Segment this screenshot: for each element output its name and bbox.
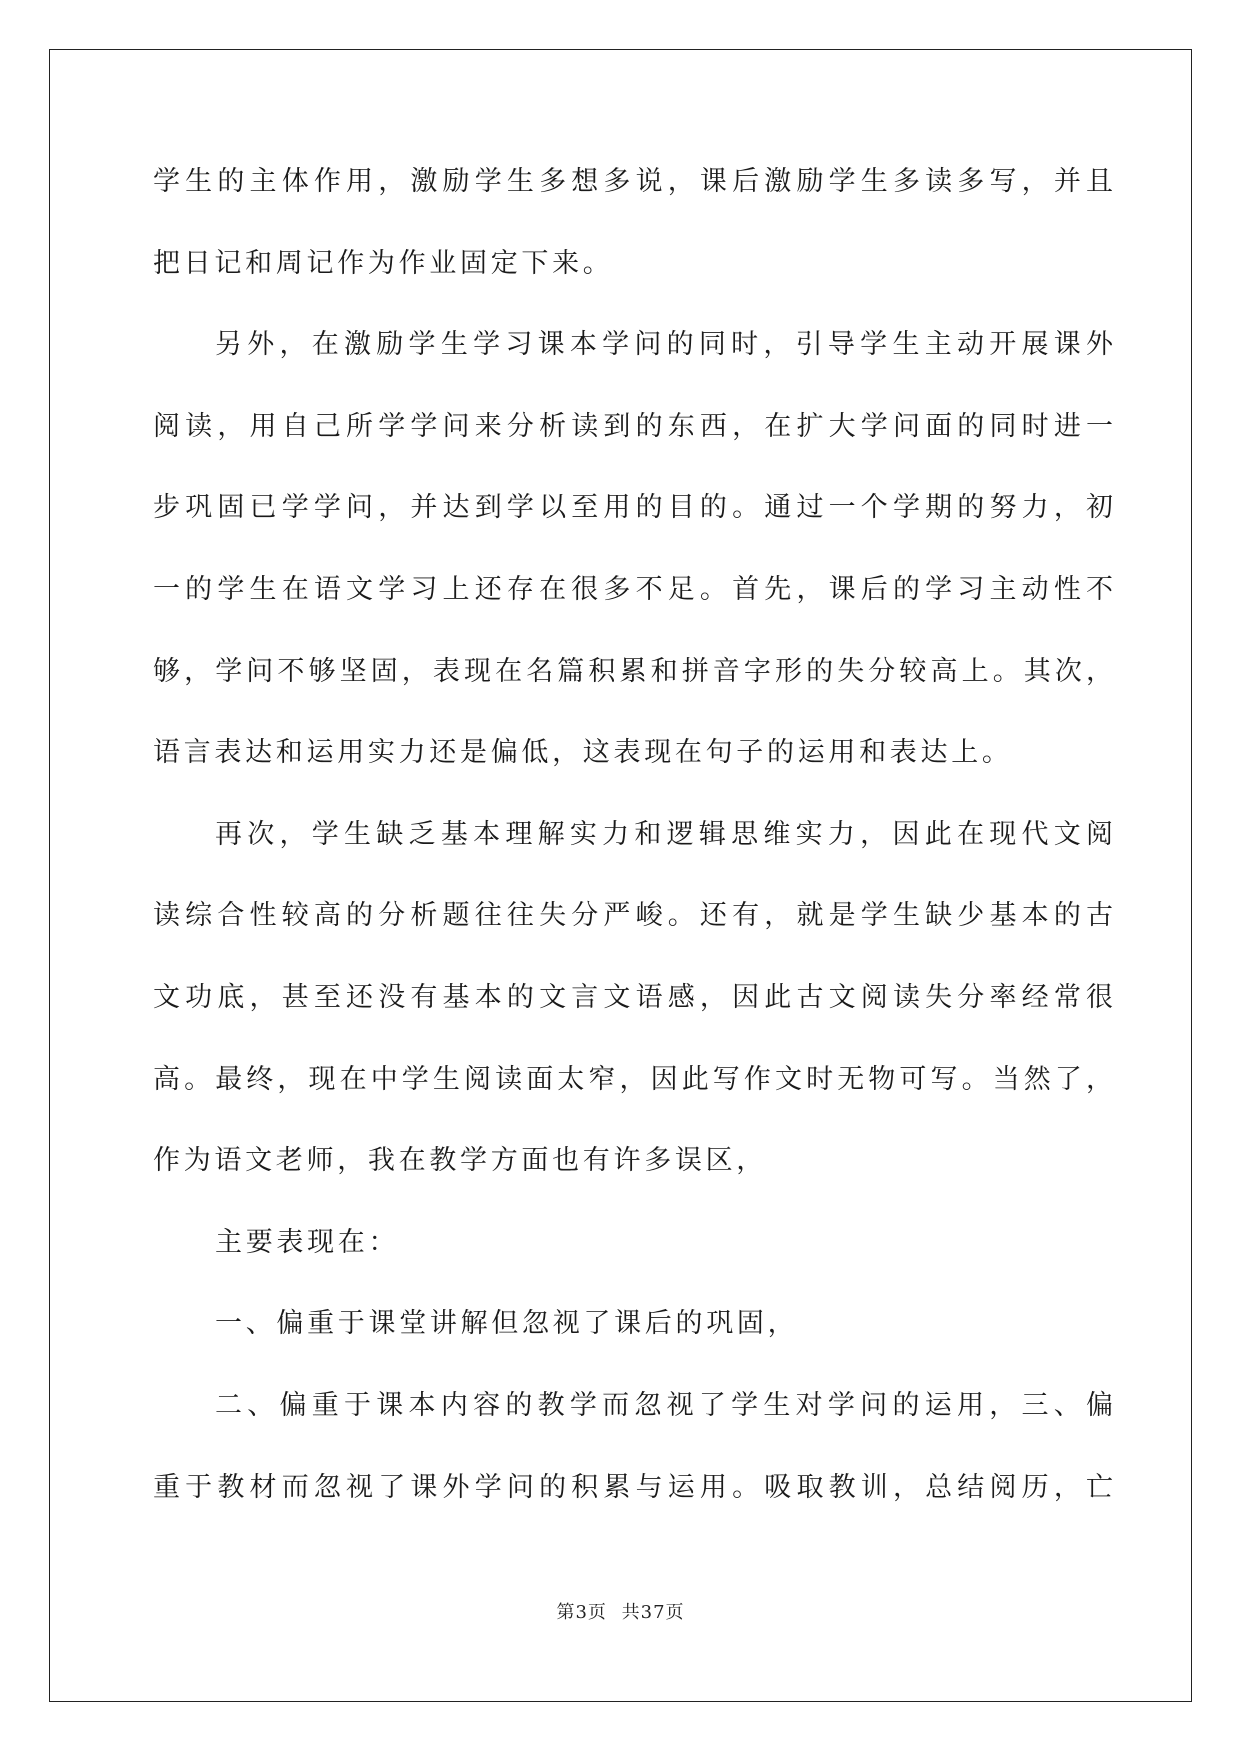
text-line: 重于教材而忽视了课外学问的积累与运用。吸取教训，总结阅历，亡 [153,1471,1113,1503]
text-line: 高。最终，现在中学生阅读面太窄，因此写作文时无物可写。当然了， [153,1063,1113,1095]
text-line: 一的学生在语文学习上还存在很多不足。首先，课后的学习主动性不 [153,573,1113,605]
paragraph-start-line: 再次，学生缺乏基本理解实力和逻辑思维实力，因此在现代文阅 [215,818,1113,850]
body-text [153,168,1113,1555]
paragraph-start-line: 一、偏重于课堂讲解但忽视了课后的巩固， [215,1308,799,1340]
paragraph-start-line: 另外，在激励学生学习课本学问的同时，引导学生主动开展课外 [215,329,1113,361]
text-line: 文功底，甚至还没有基本的文言文语感，因此古文阅读失分率经常很 [153,981,1113,1013]
text-line: 读综合性较高的分析题往往失分严峻。还有，就是学生缺少基本的古 [153,900,1113,932]
text-line: 语言表达和运用实力还是偏低，这表现在句子的运用和表达上。 [153,737,1013,769]
text-line: 把日记和周记作为作业固定下来。 [153,247,614,279]
text-line: 学生的主体作用，激励学生多想多说，课后激励学生多读多写，并且 [153,166,1113,197]
text-line: 够，学问不够坚固，表现在名篇积累和拼音字形的失分较高上。其次， [153,655,1113,687]
page-footer [0,1598,1241,1624]
text-line: 阅读，用自己所学学问来分析读到的东西，在扩大学问面的同时进一 [153,410,1113,442]
paragraph-start-line: 主要表现在： [215,1226,400,1258]
page-number: 第3页 [556,1602,607,1623]
paragraph-start-line: 二、偏重于课本内容的教学而忽视了学生对学问的运用，三、偏 [215,1389,1113,1421]
text-line: 作为语文老师，我在教学方面也有许多误区， [153,1145,767,1177]
text-line: 步巩固已学学问，并达到学以至用的目的。通过一个学期的努力，初 [153,492,1113,524]
page-total: 共37页 [621,1602,685,1623]
